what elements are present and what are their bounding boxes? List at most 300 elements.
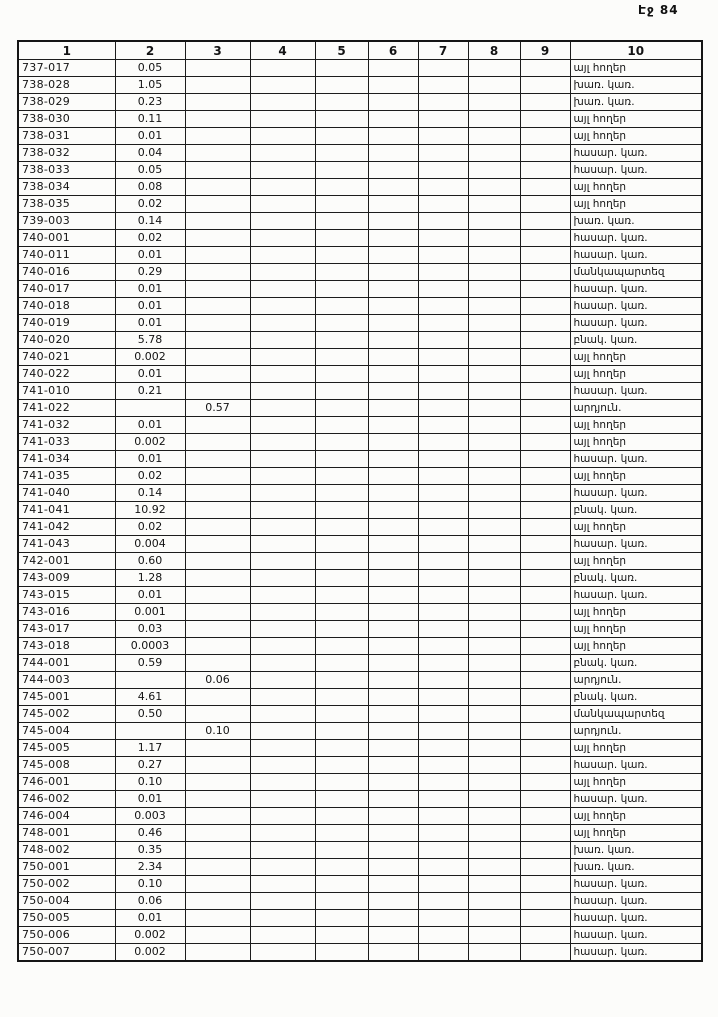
value-cell xyxy=(368,400,418,417)
value-cell xyxy=(315,757,368,774)
table-row xyxy=(18,706,702,723)
value-cell: 0.01 xyxy=(115,791,185,808)
value-cell: 0.002 xyxy=(115,944,185,962)
value-cell xyxy=(185,570,250,587)
table-row xyxy=(18,689,702,706)
land-use-label: այլ հողեր xyxy=(570,111,702,128)
value-cell xyxy=(315,740,368,757)
value-cell xyxy=(250,808,315,825)
parcel-code: 745-008 xyxy=(18,757,115,774)
land-use-label: այլ հողեր xyxy=(570,60,702,77)
value-cell xyxy=(418,502,468,519)
value-cell xyxy=(185,893,250,910)
parcel-code: 741-043 xyxy=(18,536,115,553)
table-row xyxy=(18,349,702,366)
land-use-label: հասար. կառ. xyxy=(570,281,702,298)
value-cell xyxy=(250,179,315,196)
value-cell: 0.002 xyxy=(115,927,185,944)
value-cell xyxy=(185,349,250,366)
parcel-code: 738-032 xyxy=(18,145,115,162)
value-cell xyxy=(368,111,418,128)
value-cell: 0.59 xyxy=(115,655,185,672)
value-cell xyxy=(185,927,250,944)
table-row xyxy=(18,145,702,162)
value-cell xyxy=(250,536,315,553)
value-cell xyxy=(250,111,315,128)
value-cell xyxy=(185,774,250,791)
land-use-label: այլ հողեր xyxy=(570,519,702,536)
table-row xyxy=(18,825,702,842)
table-row xyxy=(18,60,702,77)
value-cell xyxy=(315,791,368,808)
value-cell xyxy=(185,553,250,570)
value-cell xyxy=(185,740,250,757)
table-row xyxy=(18,927,702,944)
parcel-code: 748-002 xyxy=(18,842,115,859)
land-use-label: բնակ. կառ. xyxy=(570,689,702,706)
land-use-label: հասար. կառ. xyxy=(570,927,702,944)
value-cell xyxy=(368,740,418,757)
value-cell xyxy=(250,570,315,587)
value-cell xyxy=(468,213,520,230)
value-cell xyxy=(185,519,250,536)
value-cell xyxy=(368,706,418,723)
value-cell xyxy=(520,757,570,774)
land-use-label: խառ. կառ. xyxy=(570,94,702,111)
parcel-code: 750-006 xyxy=(18,927,115,944)
value-cell xyxy=(250,128,315,145)
value-cell xyxy=(368,519,418,536)
value-cell xyxy=(250,230,315,247)
land-use-label: հասար. կառ. xyxy=(570,757,702,774)
value-cell xyxy=(418,230,468,247)
table-row xyxy=(18,366,702,383)
value-cell xyxy=(185,281,250,298)
value-cell xyxy=(185,366,250,383)
value-cell xyxy=(468,587,520,604)
value-cell xyxy=(368,502,418,519)
value-cell: 0.02 xyxy=(115,468,185,485)
table-row xyxy=(18,264,702,281)
table-row xyxy=(18,451,702,468)
value-cell xyxy=(520,536,570,553)
value-cell xyxy=(368,213,418,230)
value-cell xyxy=(185,77,250,94)
value-cell xyxy=(418,910,468,927)
table-row xyxy=(18,638,702,655)
column-header: 3 xyxy=(185,41,250,60)
land-use-label: հասար. կառ. xyxy=(570,876,702,893)
land-use-label: այլ հողեր xyxy=(570,366,702,383)
value-cell xyxy=(468,298,520,315)
value-cell xyxy=(250,315,315,332)
value-cell xyxy=(418,672,468,689)
value-cell xyxy=(520,434,570,451)
parcel-code: 750-005 xyxy=(18,910,115,927)
value-cell xyxy=(368,298,418,315)
table-row xyxy=(18,944,702,962)
value-cell: 0.01 xyxy=(115,281,185,298)
value-cell: 0.35 xyxy=(115,842,185,859)
value-cell xyxy=(418,876,468,893)
value-cell xyxy=(250,876,315,893)
parcel-code: 745-005 xyxy=(18,740,115,757)
value-cell xyxy=(185,825,250,842)
value-cell xyxy=(468,60,520,77)
value-cell xyxy=(250,400,315,417)
value-cell xyxy=(418,655,468,672)
value-cell xyxy=(418,111,468,128)
value-cell xyxy=(418,349,468,366)
value-cell xyxy=(368,553,418,570)
value-cell xyxy=(185,502,250,519)
parcel-code: 738-030 xyxy=(18,111,115,128)
value-cell xyxy=(250,485,315,502)
value-cell: 0.06 xyxy=(185,672,250,689)
value-cell xyxy=(185,706,250,723)
value-cell xyxy=(418,247,468,264)
value-cell xyxy=(468,842,520,859)
value-cell xyxy=(468,672,520,689)
parcel-code: 745-002 xyxy=(18,706,115,723)
value-cell xyxy=(468,366,520,383)
value-cell xyxy=(520,604,570,621)
value-cell xyxy=(368,587,418,604)
value-cell xyxy=(250,298,315,315)
table-row xyxy=(18,519,702,536)
parcel-code: 740-017 xyxy=(18,281,115,298)
value-cell xyxy=(250,349,315,366)
value-cell xyxy=(185,485,250,502)
table-row xyxy=(18,774,702,791)
value-cell xyxy=(250,774,315,791)
land-use-label: այլ հողեր xyxy=(570,553,702,570)
parcel-code: 740-019 xyxy=(18,315,115,332)
value-cell xyxy=(250,247,315,264)
value-cell xyxy=(185,842,250,859)
value-cell xyxy=(250,638,315,655)
value-cell xyxy=(368,77,418,94)
parcel-code: 740-011 xyxy=(18,247,115,264)
table-row xyxy=(18,94,702,111)
value-cell: 0.0003 xyxy=(115,638,185,655)
table-row xyxy=(18,111,702,128)
value-cell xyxy=(315,60,368,77)
parcel-code: 750-001 xyxy=(18,859,115,876)
land-use-label: հասար. կառ. xyxy=(570,298,702,315)
value-cell xyxy=(315,910,368,927)
value-cell xyxy=(250,468,315,485)
value-cell xyxy=(185,808,250,825)
land-use-label: արդյուն. xyxy=(570,672,702,689)
value-cell xyxy=(368,349,418,366)
parcel-code: 740-020 xyxy=(18,332,115,349)
column-header: 6 xyxy=(368,41,418,60)
value-cell xyxy=(315,842,368,859)
value-cell xyxy=(368,791,418,808)
land-use-label: մանկապարտեզ xyxy=(570,264,702,281)
value-cell xyxy=(250,383,315,400)
value-cell xyxy=(315,706,368,723)
value-cell: 0.01 xyxy=(115,910,185,927)
value-cell xyxy=(315,417,368,434)
value-cell xyxy=(315,451,368,468)
parcel-code: 738-033 xyxy=(18,162,115,179)
value-cell xyxy=(520,791,570,808)
table-row xyxy=(18,791,702,808)
table-row xyxy=(18,757,702,774)
parcel-code: 741-010 xyxy=(18,383,115,400)
value-cell: 0.01 xyxy=(115,315,185,332)
value-cell xyxy=(315,519,368,536)
land-use-label: հասար. կառ. xyxy=(570,910,702,927)
value-cell xyxy=(315,179,368,196)
value-cell xyxy=(315,485,368,502)
value-cell xyxy=(368,604,418,621)
value-cell: 0.02 xyxy=(115,196,185,213)
value-cell xyxy=(468,655,520,672)
value-cell xyxy=(418,451,468,468)
value-cell xyxy=(418,757,468,774)
value-cell xyxy=(315,638,368,655)
land-use-label: այլ հողեր xyxy=(570,128,702,145)
value-cell xyxy=(468,553,520,570)
parcel-code: 746-004 xyxy=(18,808,115,825)
value-cell xyxy=(418,570,468,587)
value-cell xyxy=(368,468,418,485)
value-cell xyxy=(368,383,418,400)
value-cell xyxy=(185,604,250,621)
land-use-label: այլ հողեր xyxy=(570,774,702,791)
value-cell xyxy=(520,128,570,145)
land-use-label: խառ. կառ. xyxy=(570,859,702,876)
land-use-label: բնակ. կառ. xyxy=(570,502,702,519)
parcel-code: 748-001 xyxy=(18,825,115,842)
value-cell xyxy=(368,808,418,825)
table-row xyxy=(18,502,702,519)
value-cell xyxy=(368,128,418,145)
value-cell xyxy=(115,723,185,740)
land-use-label: հասար. կառ. xyxy=(570,791,702,808)
value-cell xyxy=(418,298,468,315)
value-cell xyxy=(468,757,520,774)
value-cell xyxy=(418,434,468,451)
value-cell xyxy=(468,876,520,893)
value-cell xyxy=(185,315,250,332)
value-cell xyxy=(315,298,368,315)
land-use-label: արդյուն. xyxy=(570,400,702,417)
value-cell xyxy=(368,145,418,162)
land-use-label: այլ հողեր xyxy=(570,740,702,757)
value-cell xyxy=(468,332,520,349)
value-cell xyxy=(315,468,368,485)
value-cell xyxy=(250,791,315,808)
value-cell xyxy=(250,60,315,77)
value-cell: 0.001 xyxy=(115,604,185,621)
value-cell xyxy=(468,723,520,740)
value-cell xyxy=(520,927,570,944)
value-cell xyxy=(185,859,250,876)
table-row xyxy=(18,723,702,740)
land-use-label: այլ հողեր xyxy=(570,808,702,825)
value-cell xyxy=(418,859,468,876)
table-row xyxy=(18,876,702,893)
value-cell xyxy=(368,536,418,553)
value-cell xyxy=(418,621,468,638)
value-cell xyxy=(368,570,418,587)
value-cell xyxy=(520,587,570,604)
value-cell xyxy=(468,570,520,587)
parcel-code: 741-042 xyxy=(18,519,115,536)
value-cell xyxy=(520,230,570,247)
value-cell xyxy=(315,672,368,689)
value-cell: 0.10 xyxy=(115,876,185,893)
value-cell xyxy=(468,179,520,196)
value-cell xyxy=(520,417,570,434)
value-cell: 0.06 xyxy=(115,893,185,910)
value-cell xyxy=(468,281,520,298)
parcel-code: 741-022 xyxy=(18,400,115,417)
value-cell xyxy=(368,859,418,876)
value-cell xyxy=(520,842,570,859)
value-cell: 5.78 xyxy=(115,332,185,349)
value-cell xyxy=(315,723,368,740)
parcel-code: 741-040 xyxy=(18,485,115,502)
value-cell xyxy=(418,128,468,145)
value-cell xyxy=(418,791,468,808)
parcel-code: 743-009 xyxy=(18,570,115,587)
value-cell xyxy=(468,417,520,434)
parcel-code: 750-007 xyxy=(18,944,115,962)
value-cell xyxy=(468,111,520,128)
value-cell xyxy=(418,383,468,400)
value-cell xyxy=(315,213,368,230)
value-cell xyxy=(520,723,570,740)
value-cell: 0.01 xyxy=(115,247,185,264)
value-cell xyxy=(418,553,468,570)
value-cell xyxy=(520,94,570,111)
value-cell: 0.46 xyxy=(115,825,185,842)
value-cell xyxy=(520,706,570,723)
value-cell xyxy=(250,264,315,281)
parcel-code: 744-001 xyxy=(18,655,115,672)
value-cell xyxy=(250,859,315,876)
value-cell xyxy=(520,383,570,400)
value-cell xyxy=(418,366,468,383)
value-cell xyxy=(468,230,520,247)
value-cell xyxy=(185,876,250,893)
value-cell xyxy=(468,638,520,655)
parcel-code: 740-022 xyxy=(18,366,115,383)
parcel-code: 742-001 xyxy=(18,553,115,570)
value-cell xyxy=(418,196,468,213)
value-cell xyxy=(368,825,418,842)
value-cell xyxy=(520,298,570,315)
value-cell xyxy=(418,213,468,230)
parcel-code: 738-029 xyxy=(18,94,115,111)
land-use-label: հասար. կառ. xyxy=(570,315,702,332)
value-cell xyxy=(368,315,418,332)
value-cell xyxy=(185,111,250,128)
value-cell xyxy=(315,315,368,332)
table-row xyxy=(18,893,702,910)
value-cell xyxy=(368,910,418,927)
value-cell xyxy=(468,740,520,757)
value-cell xyxy=(520,349,570,366)
value-cell xyxy=(185,94,250,111)
value-cell xyxy=(520,570,570,587)
value-cell xyxy=(520,774,570,791)
value-cell xyxy=(468,145,520,162)
land-use-label: արդյուն. xyxy=(570,723,702,740)
value-cell xyxy=(520,145,570,162)
value-cell xyxy=(368,672,418,689)
value-cell: 0.01 xyxy=(115,587,185,604)
value-cell xyxy=(315,808,368,825)
value-cell xyxy=(520,332,570,349)
land-use-label: հասար. կառ. xyxy=(570,893,702,910)
value-cell xyxy=(520,451,570,468)
value-cell xyxy=(418,94,468,111)
land-use-label: հասար. կառ. xyxy=(570,587,702,604)
value-cell xyxy=(468,706,520,723)
land-use-label: այլ հողեր xyxy=(570,417,702,434)
value-cell xyxy=(115,672,185,689)
value-cell xyxy=(468,944,520,962)
value-cell: 0.01 xyxy=(115,451,185,468)
table-row xyxy=(18,434,702,451)
value-cell: 0.003 xyxy=(115,808,185,825)
value-cell xyxy=(468,893,520,910)
column-header: 2 xyxy=(115,41,185,60)
value-cell: 1.28 xyxy=(115,570,185,587)
value-cell xyxy=(520,468,570,485)
value-cell xyxy=(418,60,468,77)
value-cell xyxy=(250,706,315,723)
value-cell xyxy=(315,196,368,213)
parcel-code: 737-017 xyxy=(18,60,115,77)
value-cell xyxy=(468,859,520,876)
value-cell xyxy=(520,689,570,706)
value-cell xyxy=(418,706,468,723)
table-row xyxy=(18,655,702,672)
table-row xyxy=(18,587,702,604)
value-cell xyxy=(185,332,250,349)
value-cell xyxy=(315,111,368,128)
table-body xyxy=(18,60,702,962)
table-row xyxy=(18,417,702,434)
value-cell xyxy=(185,791,250,808)
parcel-code: 740-021 xyxy=(18,349,115,366)
value-cell xyxy=(468,94,520,111)
value-cell xyxy=(418,774,468,791)
table-row xyxy=(18,332,702,349)
value-cell xyxy=(185,298,250,315)
value-cell xyxy=(418,315,468,332)
value-cell xyxy=(418,468,468,485)
value-cell xyxy=(185,468,250,485)
value-cell xyxy=(368,230,418,247)
value-cell xyxy=(250,740,315,757)
value-cell xyxy=(418,842,468,859)
value-cell: 0.002 xyxy=(115,349,185,366)
value-cell xyxy=(315,128,368,145)
land-use-label: հասար. կառ. xyxy=(570,536,702,553)
value-cell xyxy=(185,383,250,400)
parcel-code: 743-017 xyxy=(18,621,115,638)
parcel-code: 738-031 xyxy=(18,128,115,145)
value-cell xyxy=(468,536,520,553)
